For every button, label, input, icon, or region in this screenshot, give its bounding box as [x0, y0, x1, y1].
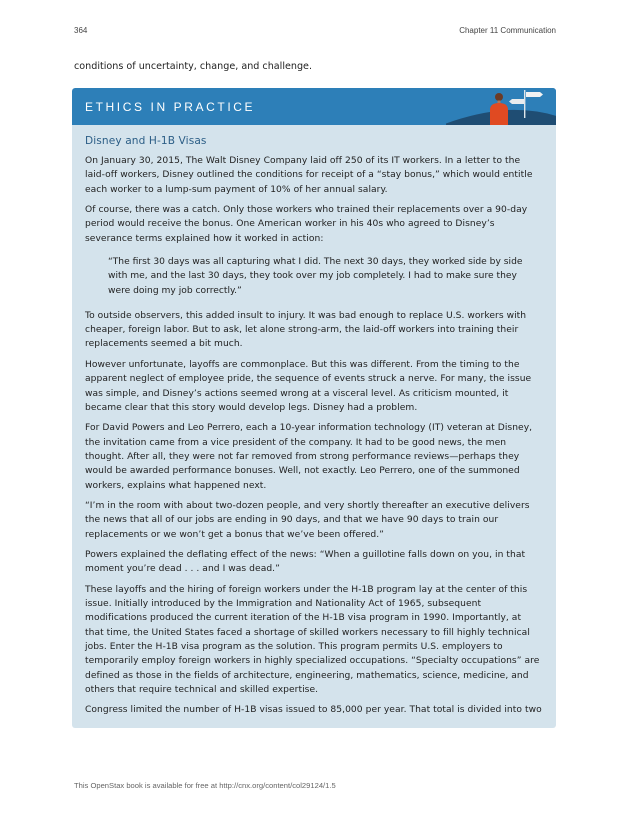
block-quote: “The first 30 days was all capturing what I did. The next 30 days, they worked side by side with me, and the last 30 days, they took over my job completely. I had to make sure they were doing my job correctly.” [108, 256, 523, 296]
running-head [74, 26, 556, 35]
body-paragraph: Powers explained the deflating effect of the news: “When a guillotine falls down on you, in that moment you’re dead . . . and I was dead.” [85, 550, 526, 575]
body-paragraph: However unfortunate, layoffs are commonplace. But this was different. From the timing to the apparent neglect of employee pride, the sequence of events struck a nerve. For many, the issue was simple, and Disney’s actions seemed wrong at a visceral level. As criticism mounted, it became clear that this story would develop legs. Disney had a problem. [85, 359, 532, 413]
page-number: 364 [74, 26, 88, 35]
ethics-feature-box [72, 88, 556, 728]
crossroads-person-illustration-icon [446, 88, 556, 125]
body-paragraph: Of course, there was a catch. Only those workers who trained their replacements over a 90-day period would receive the bonus. One American worker in his 40s who agreed to Disney’s severance terms explained how it worked in action: [85, 205, 528, 244]
feature-title: Disney and H-1B Visas [85, 135, 207, 147]
lead-text: conditions of uncertainty, change, and challenge. [74, 61, 313, 72]
quote-paragraph: “I’m in the room with about two-dozen people, and very shortly thereafter an executive delivers the news that all of our jobs are ending in 90 days, and that we have 90 days to train our replacements or we won’t get a bonus that we’ve been offered.” [85, 500, 530, 540]
body-paragraph: For David Powers and Leo Perrero, each a 10-year information technology (IT) veteran at Disney, the invitation came from a vice president of the company. It had to be good news, the men thought. After all, they were not far removed from strong performance reviews—perhaps they would be awarded performance bonuses. Well, not exactly. Leo Perrero, one of the summoned workers, explains what happened next. [85, 423, 533, 491]
body-paragraph: Congress limited the number of H-1B visas issued to 85,000 per year. That total is divided into two [85, 705, 542, 716]
ethics-header [72, 88, 556, 125]
body-paragraph: On January 30, 2015, The Walt Disney Company laid off 250 of its IT workers. In a letter to the laid-off workers, Disney outlined the conditions for receipt of a “stay bonus,” which would entitle each worker to a lump-sum payment of 10% of her annual salary. [85, 156, 533, 195]
body-paragraph: These layoffs and the hiring of foreign workers under the H-1B program lay at the center of this issue. Initially introduced by the Immigration and Nationality Act of 1965, subsequent modifications produced the current iteration of the H-1B visa program in 1990. Importantly, at that time, the United States faced a shortage of skilled workers necessary to fill highly technical jobs. Enter the H-1B visa program as the solution. This program permits U.S. employers to temporarily employ foreign workers in highly specialized occupations. “Specialty occupations” are defined as those in the fields of architecture, engineering, mathematics, science, medicine, and others that require technical and skilled expertise. [85, 584, 540, 695]
feature-label: ETHICS IN PRACTICE [85, 100, 256, 114]
body-paragraph: To outside observers, this added insult to injury. It was bad enough to replace U.S. workers with cheaper, foreign labor. But to ask, let alone strong-arm, the laid-off workers into training their replacements seemed a bit much. [85, 310, 527, 350]
footer-note: This OpenStax book is available for free at http://cnx.org/content/col29124/1.5 [74, 781, 336, 790]
chapter-title: Chapter 11 Communication [459, 26, 556, 35]
